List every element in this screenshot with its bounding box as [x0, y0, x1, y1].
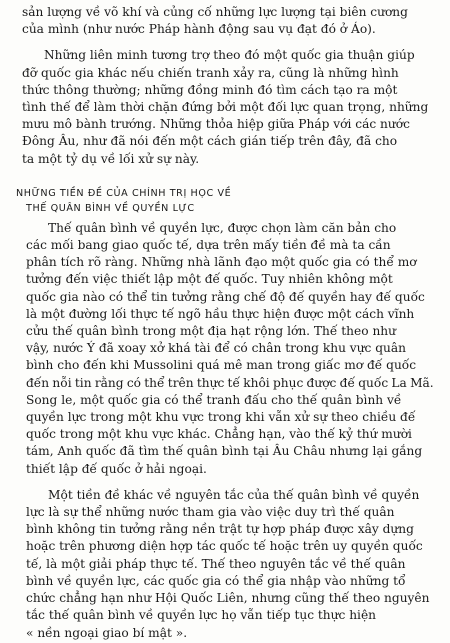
section-heading — [16, 186, 434, 216]
paragraph-0 — [22, 4, 434, 38]
heading-line: NHỮNG TIỀN ĐỀ CỦA CHÍNH TRỊ HỌC VỀ — [16, 187, 232, 199]
text-line: quyền lực trong một khu vực trong khi vẫn xử sự theo chiều đế — [26, 410, 416, 425]
text-line: tám, Anh quốc đã tìm thế quân bình tại Âu Châu nhưng lại gắng — [26, 444, 423, 459]
text-line: mưu mô bành trướng. Những thỏa hiệp giữa Pháp với các nước — [22, 117, 410, 132]
paragraph-3 — [26, 487, 434, 642]
text-line: quốc trong một khu vực khác. Chẳng hạn, vào thế kỷ thứ mười — [26, 427, 412, 442]
text-line: sản lượng về võ khí và củng cố những lực lượng tại biên cương — [22, 5, 408, 19]
text-line: Đông Âu, như đã nói đến một cách gián tiếp trên đây, đã cho — [22, 134, 398, 149]
text-line: tình thế để làm thời chặn đứng bởi một đối lực quan trọng, những — [22, 100, 429, 115]
text-line: lực là sự thể những nước tham gia vào việc duy trì thế quân — [26, 505, 395, 520]
text-line: Song le, một quốc gia có thể tranh đấu cho thế quân bình về — [26, 392, 402, 407]
text-line: « nền ngoại giao bí mật ». — [26, 625, 188, 640]
text-line: bình không tin tưởng rằng nền trật tự hợp pháp được xây dựng — [26, 522, 414, 537]
text-line: Thế quân bình về quyền lực, được chọn làm căn bản cho — [48, 220, 397, 235]
text-line: Một tiền đề khác về nguyên tắc của thế quân bình về quyền — [48, 487, 420, 502]
text-line: thiết lập đế quốc ở hải ngoại. — [26, 461, 207, 476]
text-line: các mối bang giao quốc tế, dựa trên mấy tiền đề mà ta cần — [26, 238, 391, 253]
text-line: hoặc trên phương diện hợp tác quốc tế hoặc trên uy quyền quốc — [26, 539, 423, 554]
heading-line: THẾ QUÂN BÌNH VỀ QUYỀN LỰC — [26, 202, 195, 214]
text-line: phân tích rõ ràng. Những nhà lãnh đạo một quốc gia có thể mơ — [26, 255, 417, 270]
text-line: Những liên minh tương trợ theo đó một quốc gia thuận giúp — [44, 48, 415, 63]
text-line: đỡ quốc gia khác nếu chiến tranh xảy ra, cũng là những hình — [22, 65, 399, 80]
text-line: bình cho đến khi Mussolini quá mê man trong giấc mơ đế quốc — [26, 358, 417, 373]
text-line: thức thông thường; những đồng minh đó tìm cách tạo ra một — [22, 82, 398, 97]
text-line: cửu thế quân bình trong một địa hạt rộng lớn. Thế theo như — [26, 324, 396, 339]
text-line: của mình (như nước Pháp hành động sau vụ đạt đó ở Áo). — [22, 22, 376, 37]
text-line: tắc thế quân bình về quyền lực họ vẫn tiếp tục thực hiện — [26, 608, 377, 623]
text-line: ta một tỷ dụ về lối xử sự này. — [22, 151, 200, 166]
text-line: đến nỗi tin rằng có thể trên thực tế khôi phục được đế quốc La Mã. — [26, 375, 434, 390]
paragraph-2 — [26, 220, 434, 478]
text-line: chức chẳng hạn như Hội Quốc Liên, nhưng cũng thế theo nguyên — [26, 591, 430, 606]
text-line: tưởng đến việc thiết lập một đế quốc. Tuy nhiên không một — [26, 272, 393, 287]
text-line: vậy, nước Ý đã xoay xở khá tài để có chân trong khu vực quân — [26, 341, 407, 356]
text-line: là một đường lối thực tế ngõ hầu thực hiện được một cách vĩnh — [26, 306, 415, 321]
text-line: bình về quyền lực, các quốc gia có thể gia nhập vào những tổ — [26, 573, 406, 588]
paragraph-1 — [22, 47, 434, 167]
text-line: quốc gia nào có thể tin tưởng rằng chế độ đế quyền hay đế quốc — [26, 289, 425, 304]
text-line: tế, là một giải pháp thực tế. Thế theo nguyên tắc về thế quân — [26, 556, 406, 571]
